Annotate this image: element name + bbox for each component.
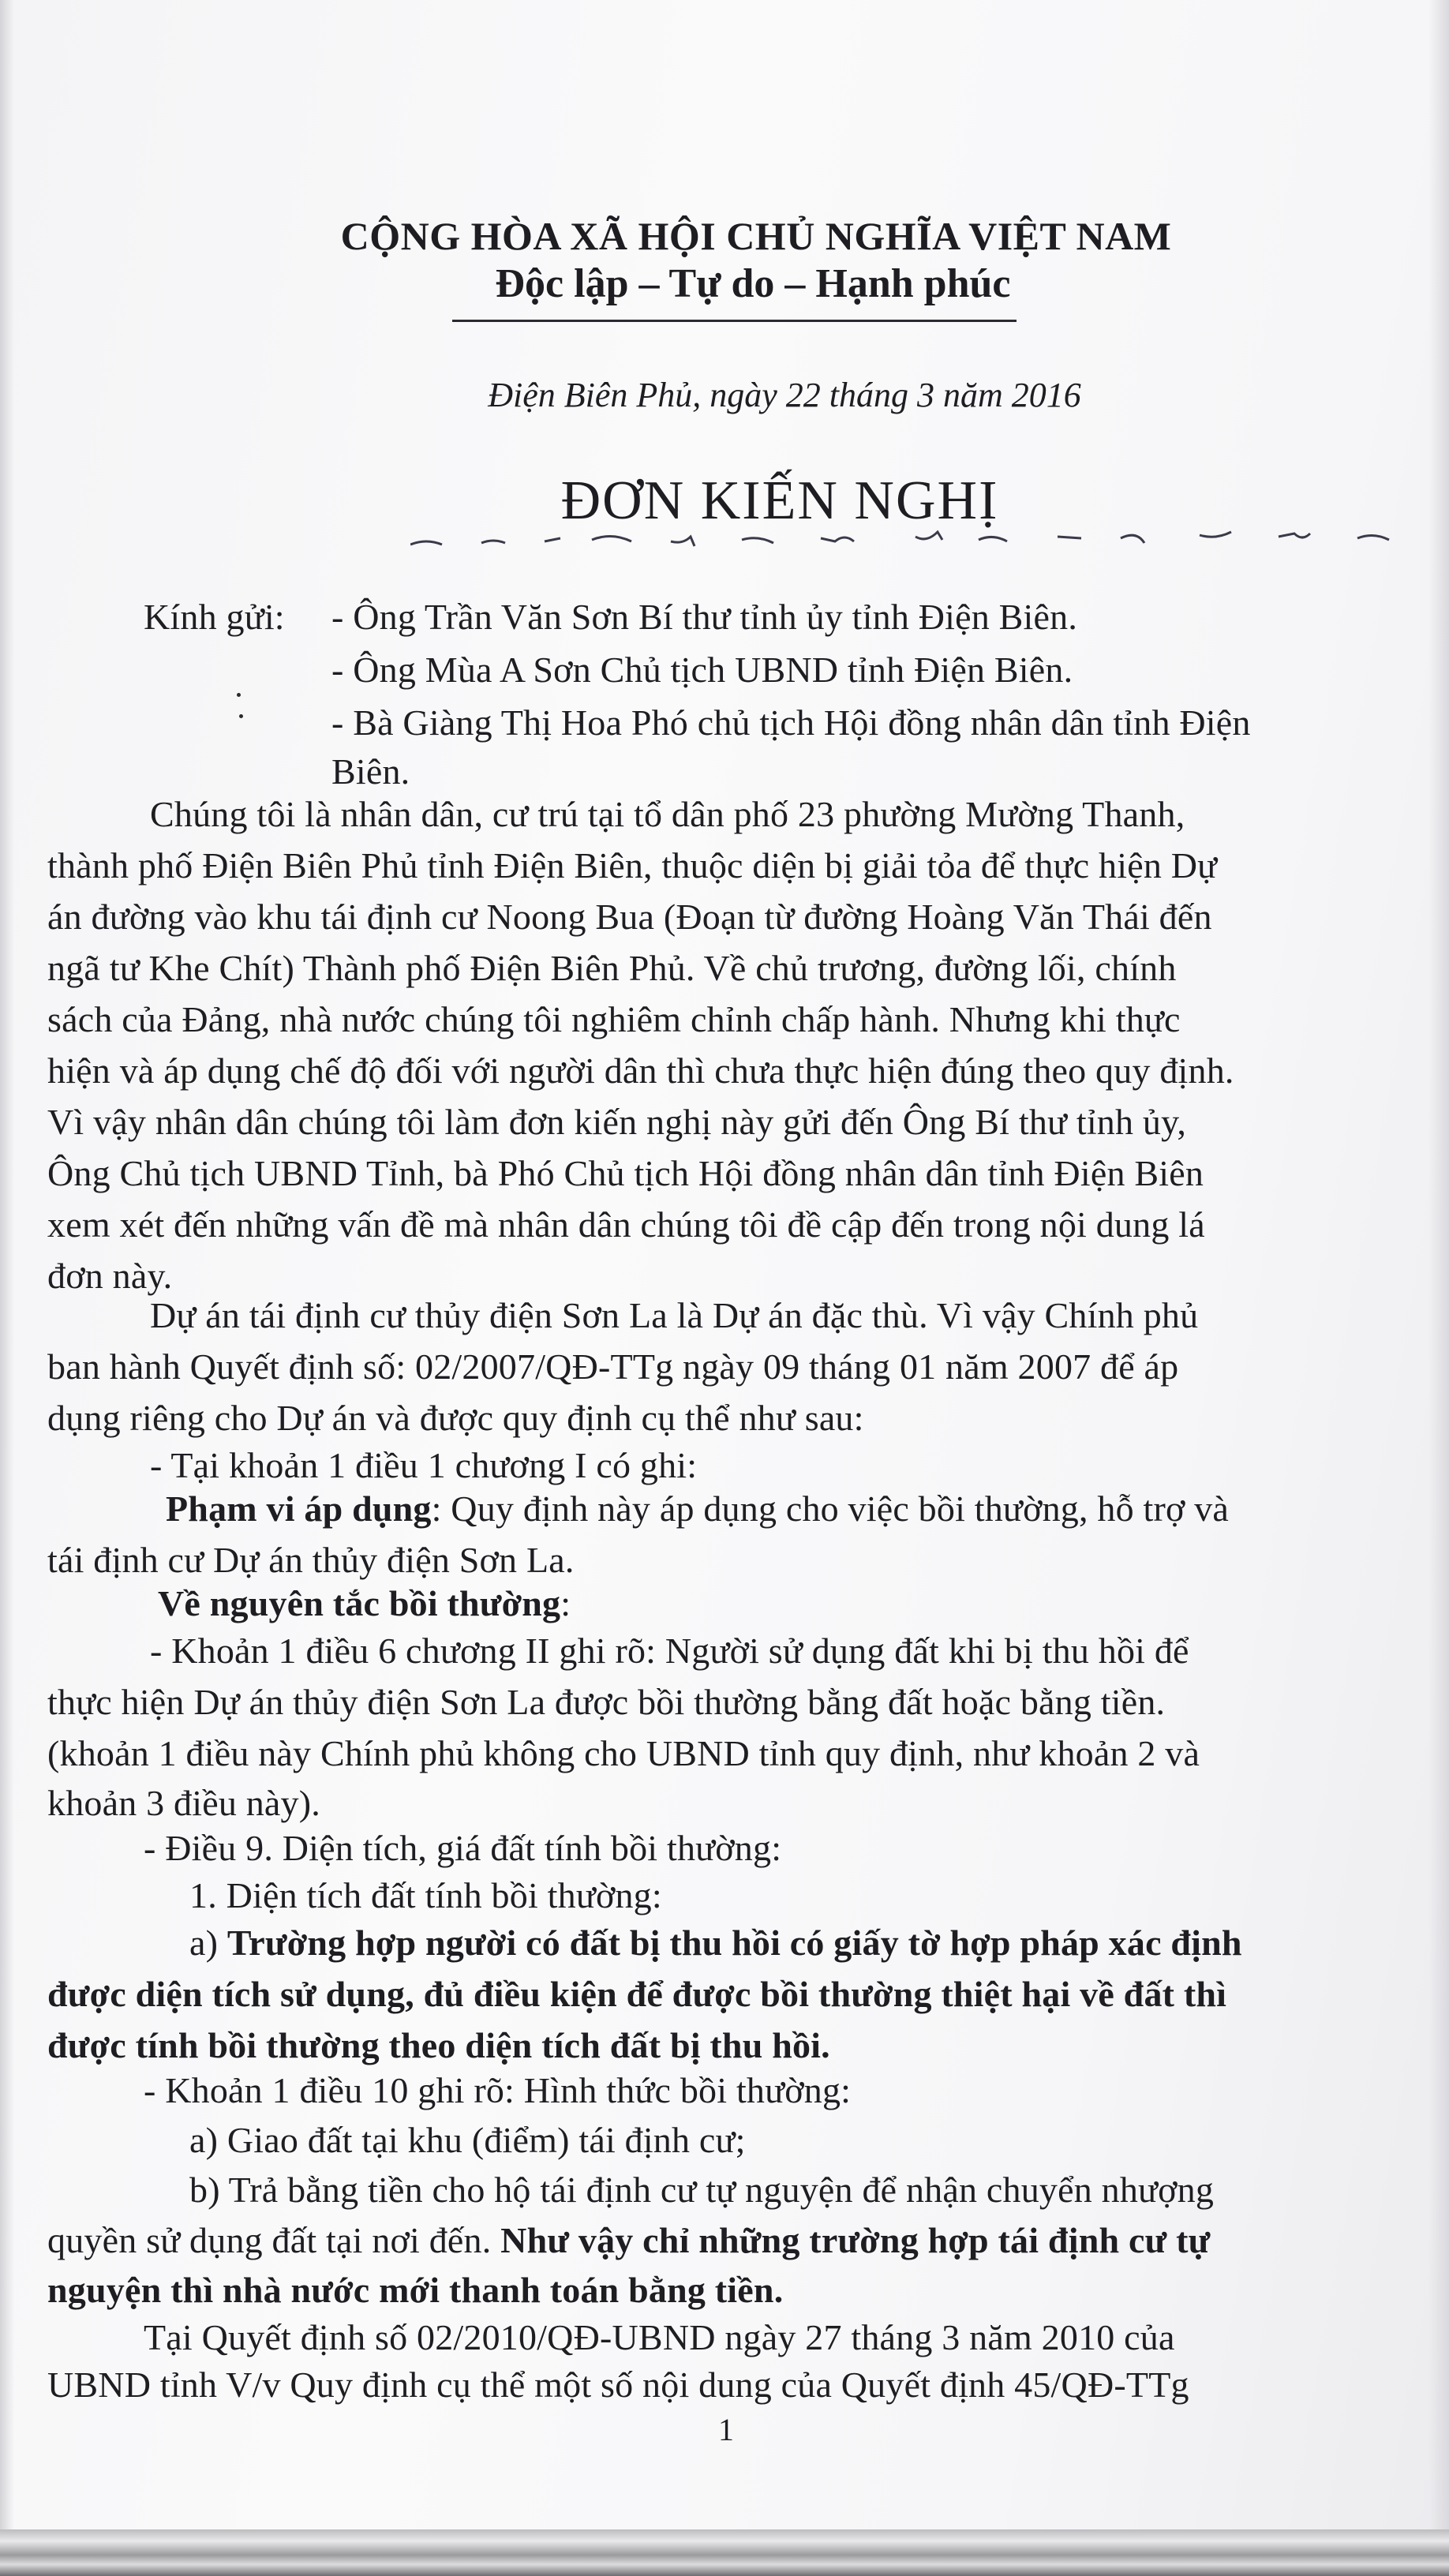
national-title: CỘNG HÒA XÃ HỘI CHỦ NGHĨA VIỆT NAM — [340, 214, 1172, 258]
recipient-item: Biên. — [331, 751, 410, 792]
principle-heading: Về nguyên tắc bồi thường: — [158, 1583, 571, 1623]
body-line: - Điều 9. Diện tích, giá đất tính bồi thường: — [144, 1828, 782, 1868]
body-line: đơn này. — [47, 1256, 173, 1296]
body-line: hiện và áp dụng chế độ đối với người dân thì chưa thực hiện đúng theo quy định. — [47, 1050, 1234, 1091]
body-line: UBND tỉnh V/v Quy định cụ thể một số nội dung của Quyết định 45/QĐ-TTg — [47, 2364, 1189, 2405]
body-line: ngã tư Khe Chít) Thành phố Điện Biên Phủ. Về chủ trương, đường lối, chính — [47, 948, 1177, 988]
body-line-bold: nguyện thì nhà nước mới thanh toán bằng tiền. — [47, 2270, 784, 2310]
recipient-item: - Bà Giàng Thị Hoa Phó chủ tịch Hội đồng nhân dân tỉnh Điện — [331, 702, 1251, 743]
body-line: - Khoản 1 điều 6 chương II ghi rõ: Người sử dụng đất khi bị thu hồi để — [150, 1631, 1189, 1671]
body-line: Dự án tái định cư thủy điện Sơn La là Dự án đặc thù. Vì vậy Chính phủ — [150, 1295, 1199, 1335]
body-line: b) Trả bằng tiền cho hộ tái định cư tự nguyện để nhận chuyển nhượng — [189, 2170, 1215, 2210]
body-line-bold: được diện tích sử dụng, đủ điều kiện để được bồi thường thiệt hại về đất thì — [47, 1974, 1227, 2014]
body-line: (khoản 1 điều này Chính phủ không cho UBND tỉnh quy định, như khoản 2 và — [47, 1733, 1200, 1773]
body-line: Tại Quyết định số 02/2010/QĐ-UBND ngày 27 tháng 3 năm 2010 của — [144, 2317, 1175, 2357]
body-line: Chúng tôi là nhân dân, cư trú tại tổ dân phố 23 phường Mường Thanh, — [150, 794, 1185, 834]
scope-text: : Quy định này áp dụng cho việc bồi thường, hỗ trợ và — [431, 1488, 1230, 1529]
mixed-line: quyền sử dụng đất tại nơi đến. Như vậy chỉ những trường hợp tái định cư tự — [47, 2220, 1211, 2260]
body-line: a) Giao đất tại khu (điểm) tái định cư; — [189, 2120, 746, 2160]
body-line: án đường vào khu tái định cư Noong Bua (Đoạn từ đường Hoàng Văn Thái đến — [47, 897, 1212, 937]
ink-speck — [237, 693, 241, 697]
article9-a-line: a) Trường hợp người có đất bị thu hồi có giấy tờ hợp pháp xác định — [189, 1923, 1242, 1963]
body-line: dụng riêng cho Dự án và được quy định cụ thể như sau: — [47, 1398, 864, 1438]
place-date: Điện Biên Phủ, ngày 22 tháng 3 năm 2016 — [488, 376, 1081, 414]
body-line: Ông Chủ tịch UBND Tỉnh, bà Phó Chủ tịch Hội đồng nhân dân tỉnh Điện Biên — [47, 1153, 1204, 1193]
body-line: - Khoản 1 điều 10 ghi rõ: Hình thức bồi thường: — [144, 2070, 852, 2110]
document-title: ĐƠN KIẾN NGHỊ — [560, 470, 999, 531]
page-left-shadow — [0, 0, 14, 2529]
body-line: tái định cư Dự án thủy điện Sơn La. — [47, 1540, 575, 1580]
body-line: khoản 3 điều này). — [47, 1783, 320, 1823]
recipient-item: - Ông Trần Văn Sơn Bí thư tỉnh ủy tỉnh Điện Biên. — [331, 597, 1078, 637]
ink-speck — [239, 714, 243, 718]
body-line: Vì vậy nhân dân chúng tôi làm đơn kiến nghị này gửi đến Ông Bí thư tỉnh ủy, — [47, 1102, 1187, 1142]
body-line: xem xét đến những vấn đề mà nhân dân chúng tôi đề cập đến trong nội dung lá — [47, 1204, 1205, 1245]
page-number: 1 — [718, 2412, 734, 2447]
body-line: - Tại khoản 1 điều 1 chương I có ghi: — [150, 1445, 698, 1485]
stacked-pages-edge — [0, 2529, 1449, 2576]
recipient-item: - Ông Mùa A Sơn Chủ tịch UBND tỉnh Điện Biên. — [331, 650, 1073, 690]
body-line: 1. Diện tích đất tính bồi thường: — [189, 1875, 662, 1915]
scope-label: Phạm vi áp dụng — [166, 1488, 432, 1529]
recipient-label: Kính gửi: — [144, 597, 285, 637]
body-line-bold: được tính bồi thường theo diện tích đất bị thu hồi. — [47, 2025, 830, 2065]
national-motto: Độc lập – Tự do – Hạnh phúc — [495, 261, 1011, 306]
body-line: thành phố Điện Biên Phủ tỉnh Điện Biên, thuộc diện bị giải tỏa để thực hiện Dự — [47, 845, 1218, 886]
handwritten-scribble — [410, 521, 1436, 552]
scope-line — [166, 1488, 1229, 1530]
motto-underline — [452, 320, 1017, 322]
body-line: sách của Đảng, nhà nước chúng tôi nghiêm chỉnh chấp hành. Nhưng khi thực — [47, 999, 1181, 1039]
body-line: ban hành Quyết định số: 02/2007/QĐ-TTg ngày 09 tháng 01 năm 2007 để áp — [47, 1346, 1179, 1387]
body-line: thực hiện Dự án thủy điện Sơn La được bồi thường bằng đất hoặc bằng tiền. — [47, 1682, 1166, 1722]
